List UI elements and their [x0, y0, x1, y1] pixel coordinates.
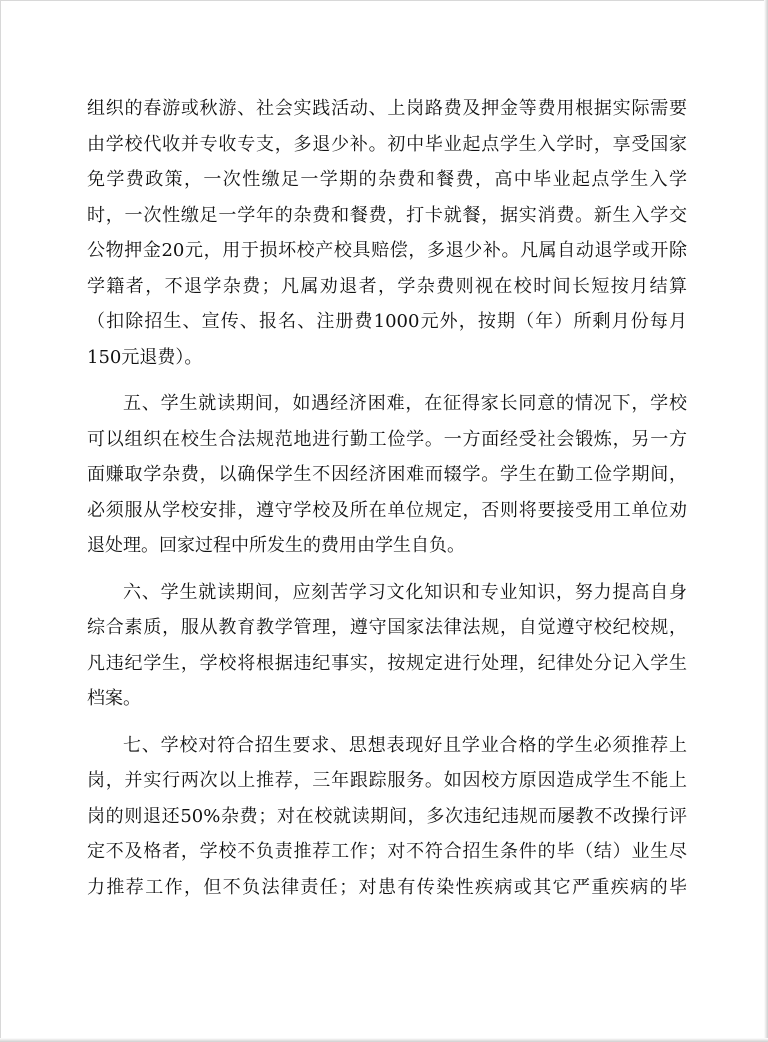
text-line: 岗的则退还50%杂费；对在校就读期间，多次违纪违规而屡教不改操行评: [87, 805, 687, 827]
text-line: 五、学生就读期间，如遇经济困难，在征得家长同意的情况下，学校: [123, 393, 687, 414]
text-line: 凡违纪学生，学校将根据违纪事实，按规定进行处理，纪律处分记入学生: [87, 652, 687, 674]
text-line: 面赚取学杂费，以确保学生不因经济困难而辍学。学生在勤工俭学期间，: [87, 464, 687, 485]
text-line: 学籍者，不退学杂费；凡属劝退者，学杂费则视在校时间长短按月结算: [87, 275, 687, 297]
text-line: 七、学校对符合招生要求、思想表现好且学业合格的学生必须推荐上: [123, 734, 687, 756]
page-shadow-bottom: [0, 1038, 768, 1042]
text-line: 150元退费）。: [87, 346, 203, 368]
text-line: 综合素质，服从教育教学管理，遵守国家法律法规，自觉遵守校纪校规，: [87, 617, 687, 638]
text-line: 时，一次性缴足一学年的杂费和餐费，打卡就餐，据实消费。新生入学交: [87, 204, 687, 226]
paragraph-fees: [87, 91, 687, 375]
paragraph-seven: [87, 728, 687, 906]
text-line: 必须服从学校安排，遵守学校及所在单位规定，否则将要接受用工单位劝: [87, 499, 687, 521]
text-line: 退处理。回家过程中所发生的费用由学生自负。: [87, 535, 465, 556]
text-line: 由学校代收并专收专支，多退少补。初中毕业起点学生入学时，享受国家: [87, 133, 687, 155]
text-line: 力推荐工作，但不负法律责任；对患有传染性疾病或其它严重疾病的毕: [87, 876, 687, 898]
document-body: [87, 91, 687, 905]
paragraph-gap: [87, 717, 687, 728]
text-line: 岗，并实行两次以上推荐，三年跟踪服务。如因校方原因造成学生不能上: [87, 770, 687, 791]
text-line: 组织的春游或秋游、社会实践活动、上岗路费及押金等费用根据实际需要: [87, 98, 687, 119]
text-line: 六、学生就读期间，应刻苦学习文化知识和专业知识，努力提高自身: [123, 581, 687, 603]
paragraph-five: [87, 386, 687, 564]
paragraph-gap: [87, 375, 687, 386]
text-line: （扣除招生、宣传、报名、注册费1000元外，按期（年）所剩月份每月: [87, 311, 687, 332]
text-line: 档案。: [87, 688, 141, 709]
text-line: 公物押金20元，用于损坏校产校具赔偿，多退少补。凡属自动退学或开除: [87, 240, 687, 261]
paragraph-six: [87, 575, 687, 717]
text-line: 免学费政策，一次性缴足一学期的杂费和餐费，高中毕业起点学生入学: [87, 169, 687, 190]
paragraph-gap: [87, 564, 687, 575]
text-line: 可以组织在校生合法规范地进行勤工俭学。一方面经受社会锻炼，另一方: [87, 428, 687, 450]
page-shadow-right: [764, 0, 768, 1042]
text-line: 定不及格者，学校不负责推荐工作；对不符合招生条件的毕（结）业生尽: [87, 841, 687, 862]
